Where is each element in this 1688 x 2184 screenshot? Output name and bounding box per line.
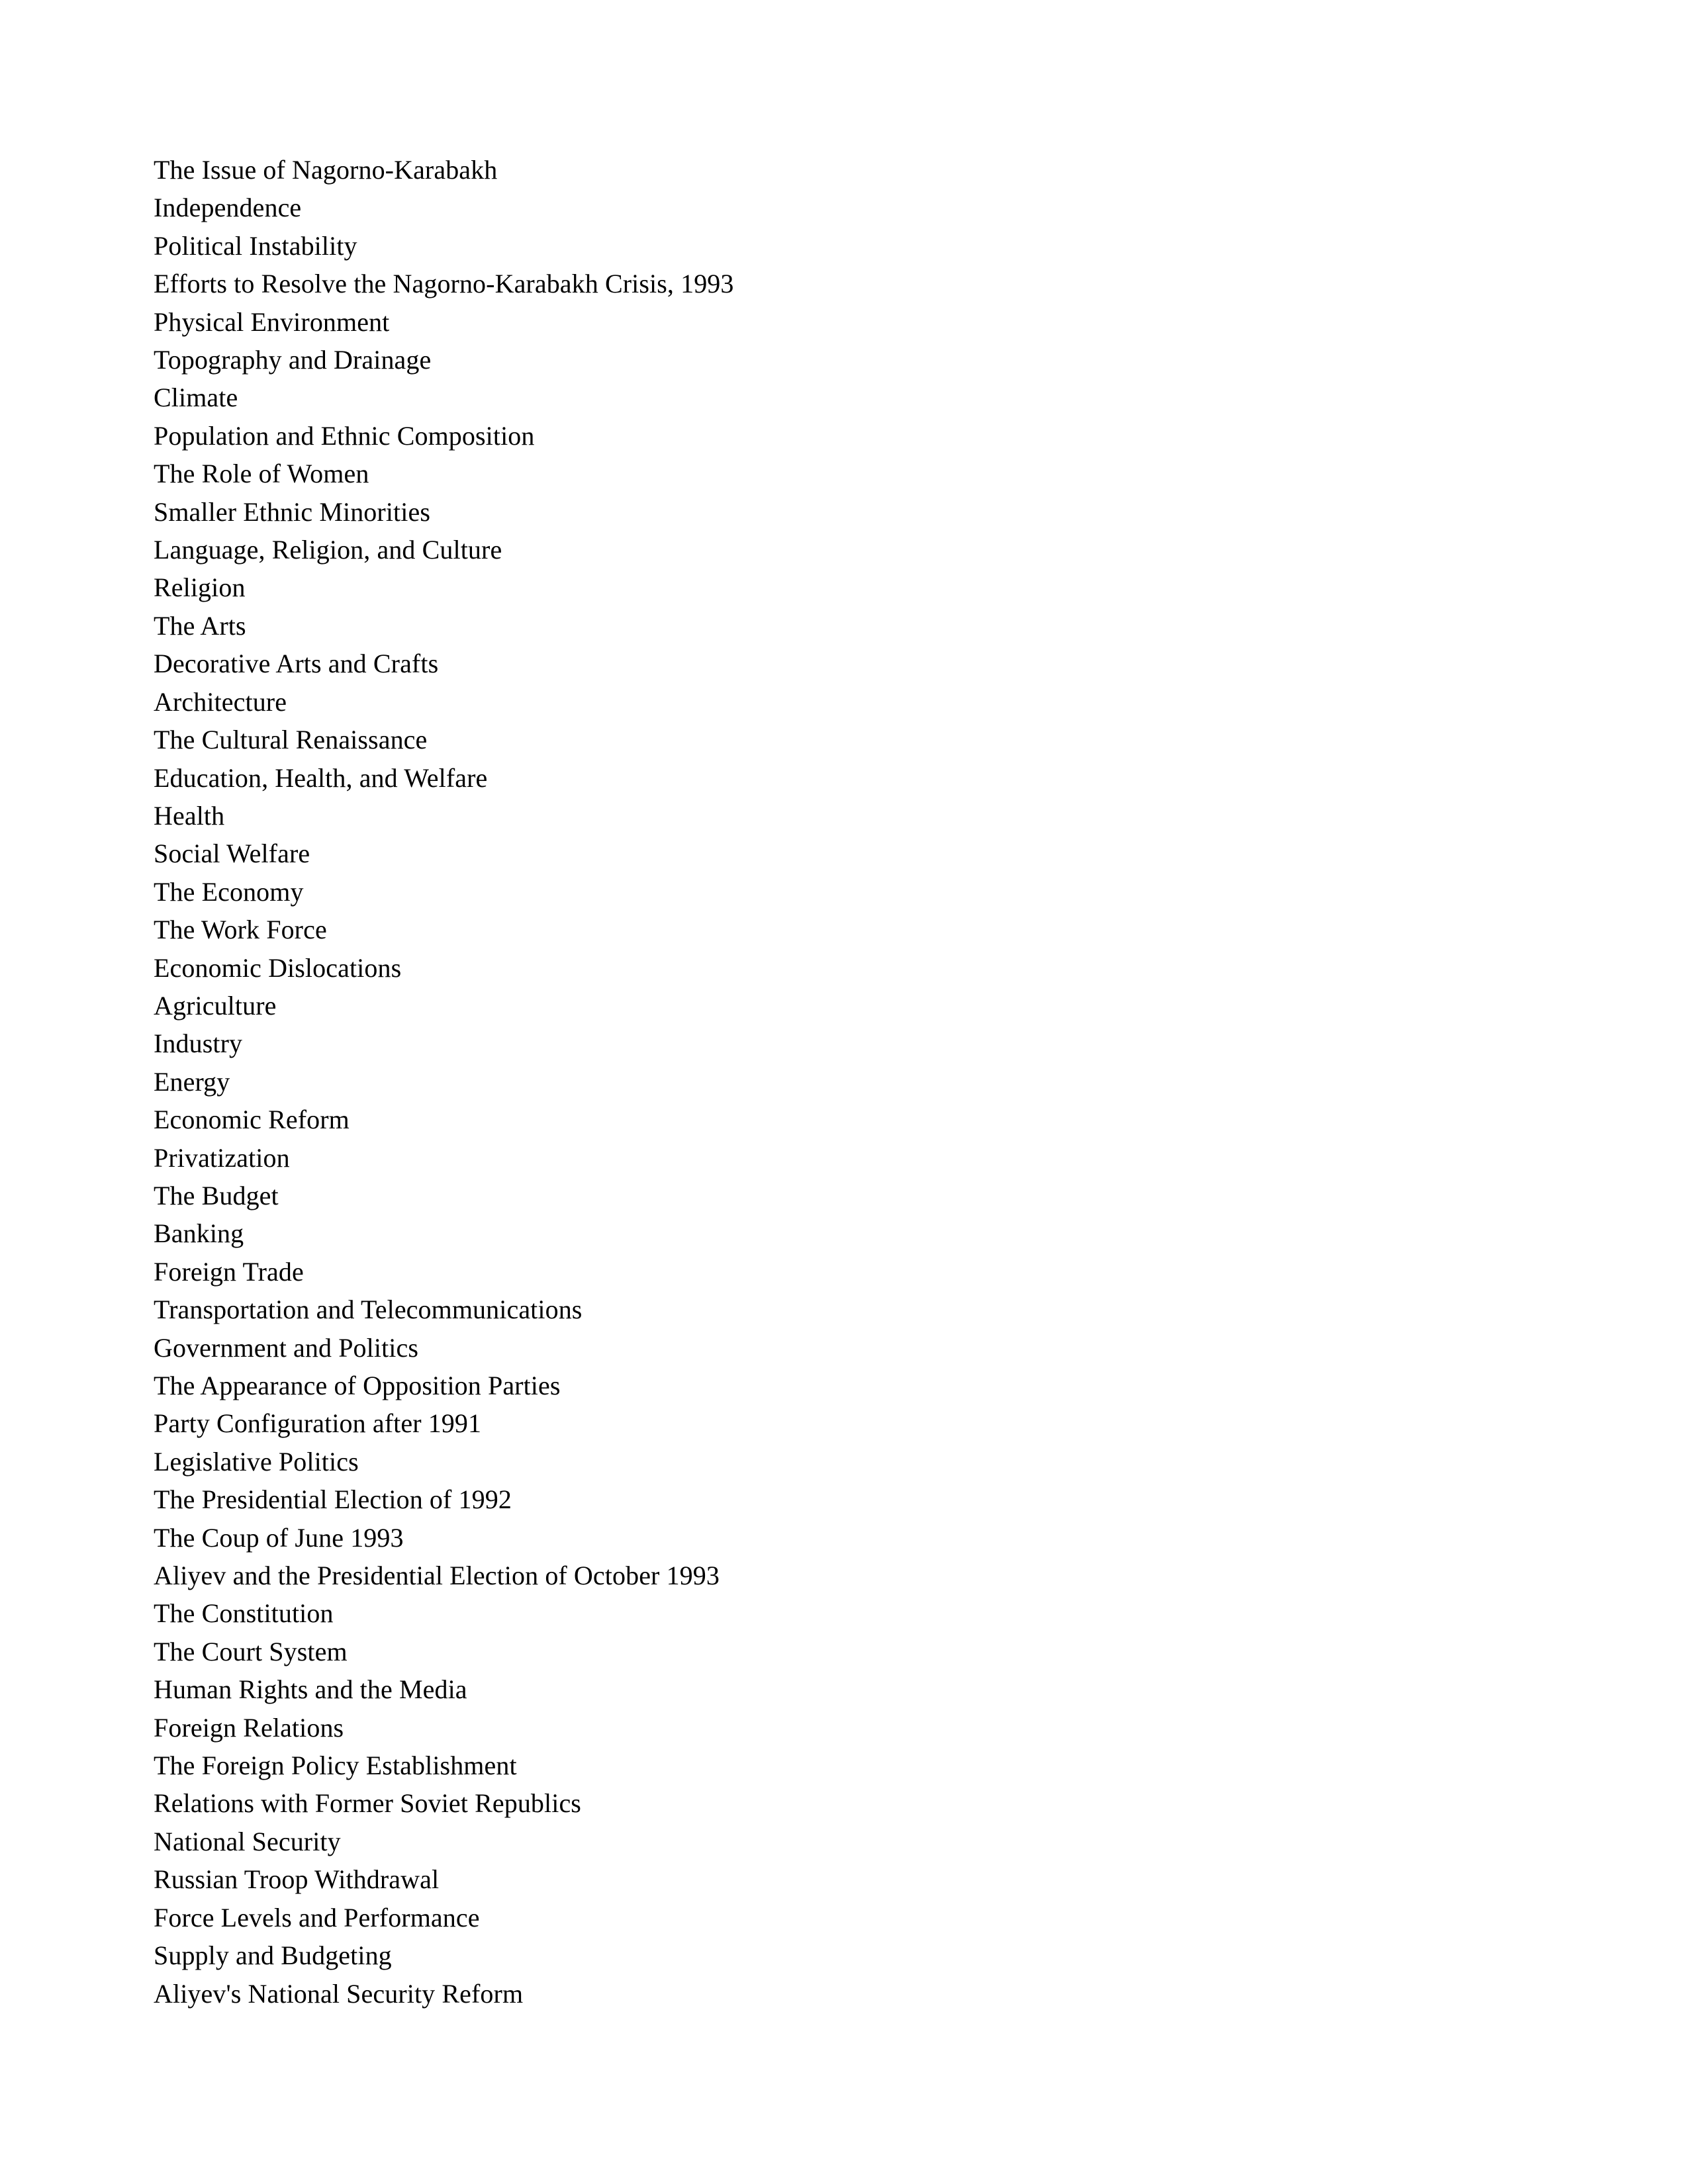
list-item: Social Welfare [154, 839, 310, 869]
list-item: The Appearance of Opposition Parties [154, 1371, 561, 1400]
list-item: Transportation and Telecommunications [154, 1295, 583, 1325]
list-item: Religion [154, 572, 246, 603]
list-item: Climate [154, 383, 238, 413]
list-item: The Cultural Renaissance [154, 725, 428, 755]
table-of-contents [154, 151, 1544, 2013]
list-item: Banking [154, 1218, 244, 1249]
list-item: Agriculture [154, 990, 277, 1021]
list-item: Aliyev and the Presidential Election of October 1993 [154, 1561, 720, 1591]
list-item: Language, Religion, and Culture [154, 535, 502, 565]
list-item: Industry [154, 1028, 243, 1059]
list-item: Political Instability [154, 230, 357, 261]
list-item: Education, Health, and Welfare [154, 762, 488, 793]
list-item: Independence [154, 193, 302, 223]
list-item: Architecture [154, 686, 287, 717]
list-item: The Presidential Election of 1992 [154, 1484, 512, 1515]
list-item: The Work Force [154, 915, 327, 945]
list-item: Population and Ethnic Composition [154, 420, 535, 451]
list-item: The Court System [154, 1636, 348, 1666]
list-item: Topography and Drainage [154, 345, 432, 375]
list-item: Party Configuration after 1991 [154, 1408, 482, 1439]
list-item: The Arts [154, 610, 246, 641]
list-item: Relations with Former Soviet Republics [154, 1788, 581, 1819]
list-item: Health [154, 800, 225, 831]
list-item: The Budget [154, 1180, 279, 1210]
list-item: The Constitution [154, 1598, 334, 1629]
list-item: Legislative Politics [154, 1446, 359, 1477]
list-item: Economic Reform [154, 1105, 350, 1135]
list-item: Aliyev's National Security Reform [154, 1978, 524, 2009]
list-item: Physical Environment [154, 306, 390, 337]
list-item: Force Levels and Performance [154, 1902, 480, 1933]
list-item: The Coup of June 1993 [154, 1522, 404, 1553]
list-item: Foreign Trade [154, 1256, 304, 1287]
list-item: Government and Politics [154, 1332, 419, 1363]
list-item: Foreign Relations [154, 1712, 344, 1743]
list-item: National Security [154, 1826, 341, 1856]
list-item: Energy [154, 1066, 230, 1097]
list-item: The Foreign Policy Establishment [154, 1751, 517, 1781]
list-item: The Economy [154, 876, 304, 907]
list-item: The Role of Women [154, 459, 369, 489]
list-item: Privatization [154, 1142, 290, 1173]
list-item: Efforts to Resolve the Nagorno-Karabakh Crisis, 1993 [154, 269, 734, 299]
list-item: Economic Dislocations [154, 952, 402, 983]
list-item: Smaller Ethnic Minorities [154, 496, 430, 527]
list-item: Decorative Arts and Crafts [154, 649, 439, 679]
list-item: Russian Troop Withdrawal [154, 1864, 440, 1895]
list-item: Human Rights and the Media [154, 1674, 467, 1705]
list-item: The Issue of Nagorno-Karabakh [154, 155, 498, 185]
list-item: Supply and Budgeting [154, 1940, 392, 1971]
